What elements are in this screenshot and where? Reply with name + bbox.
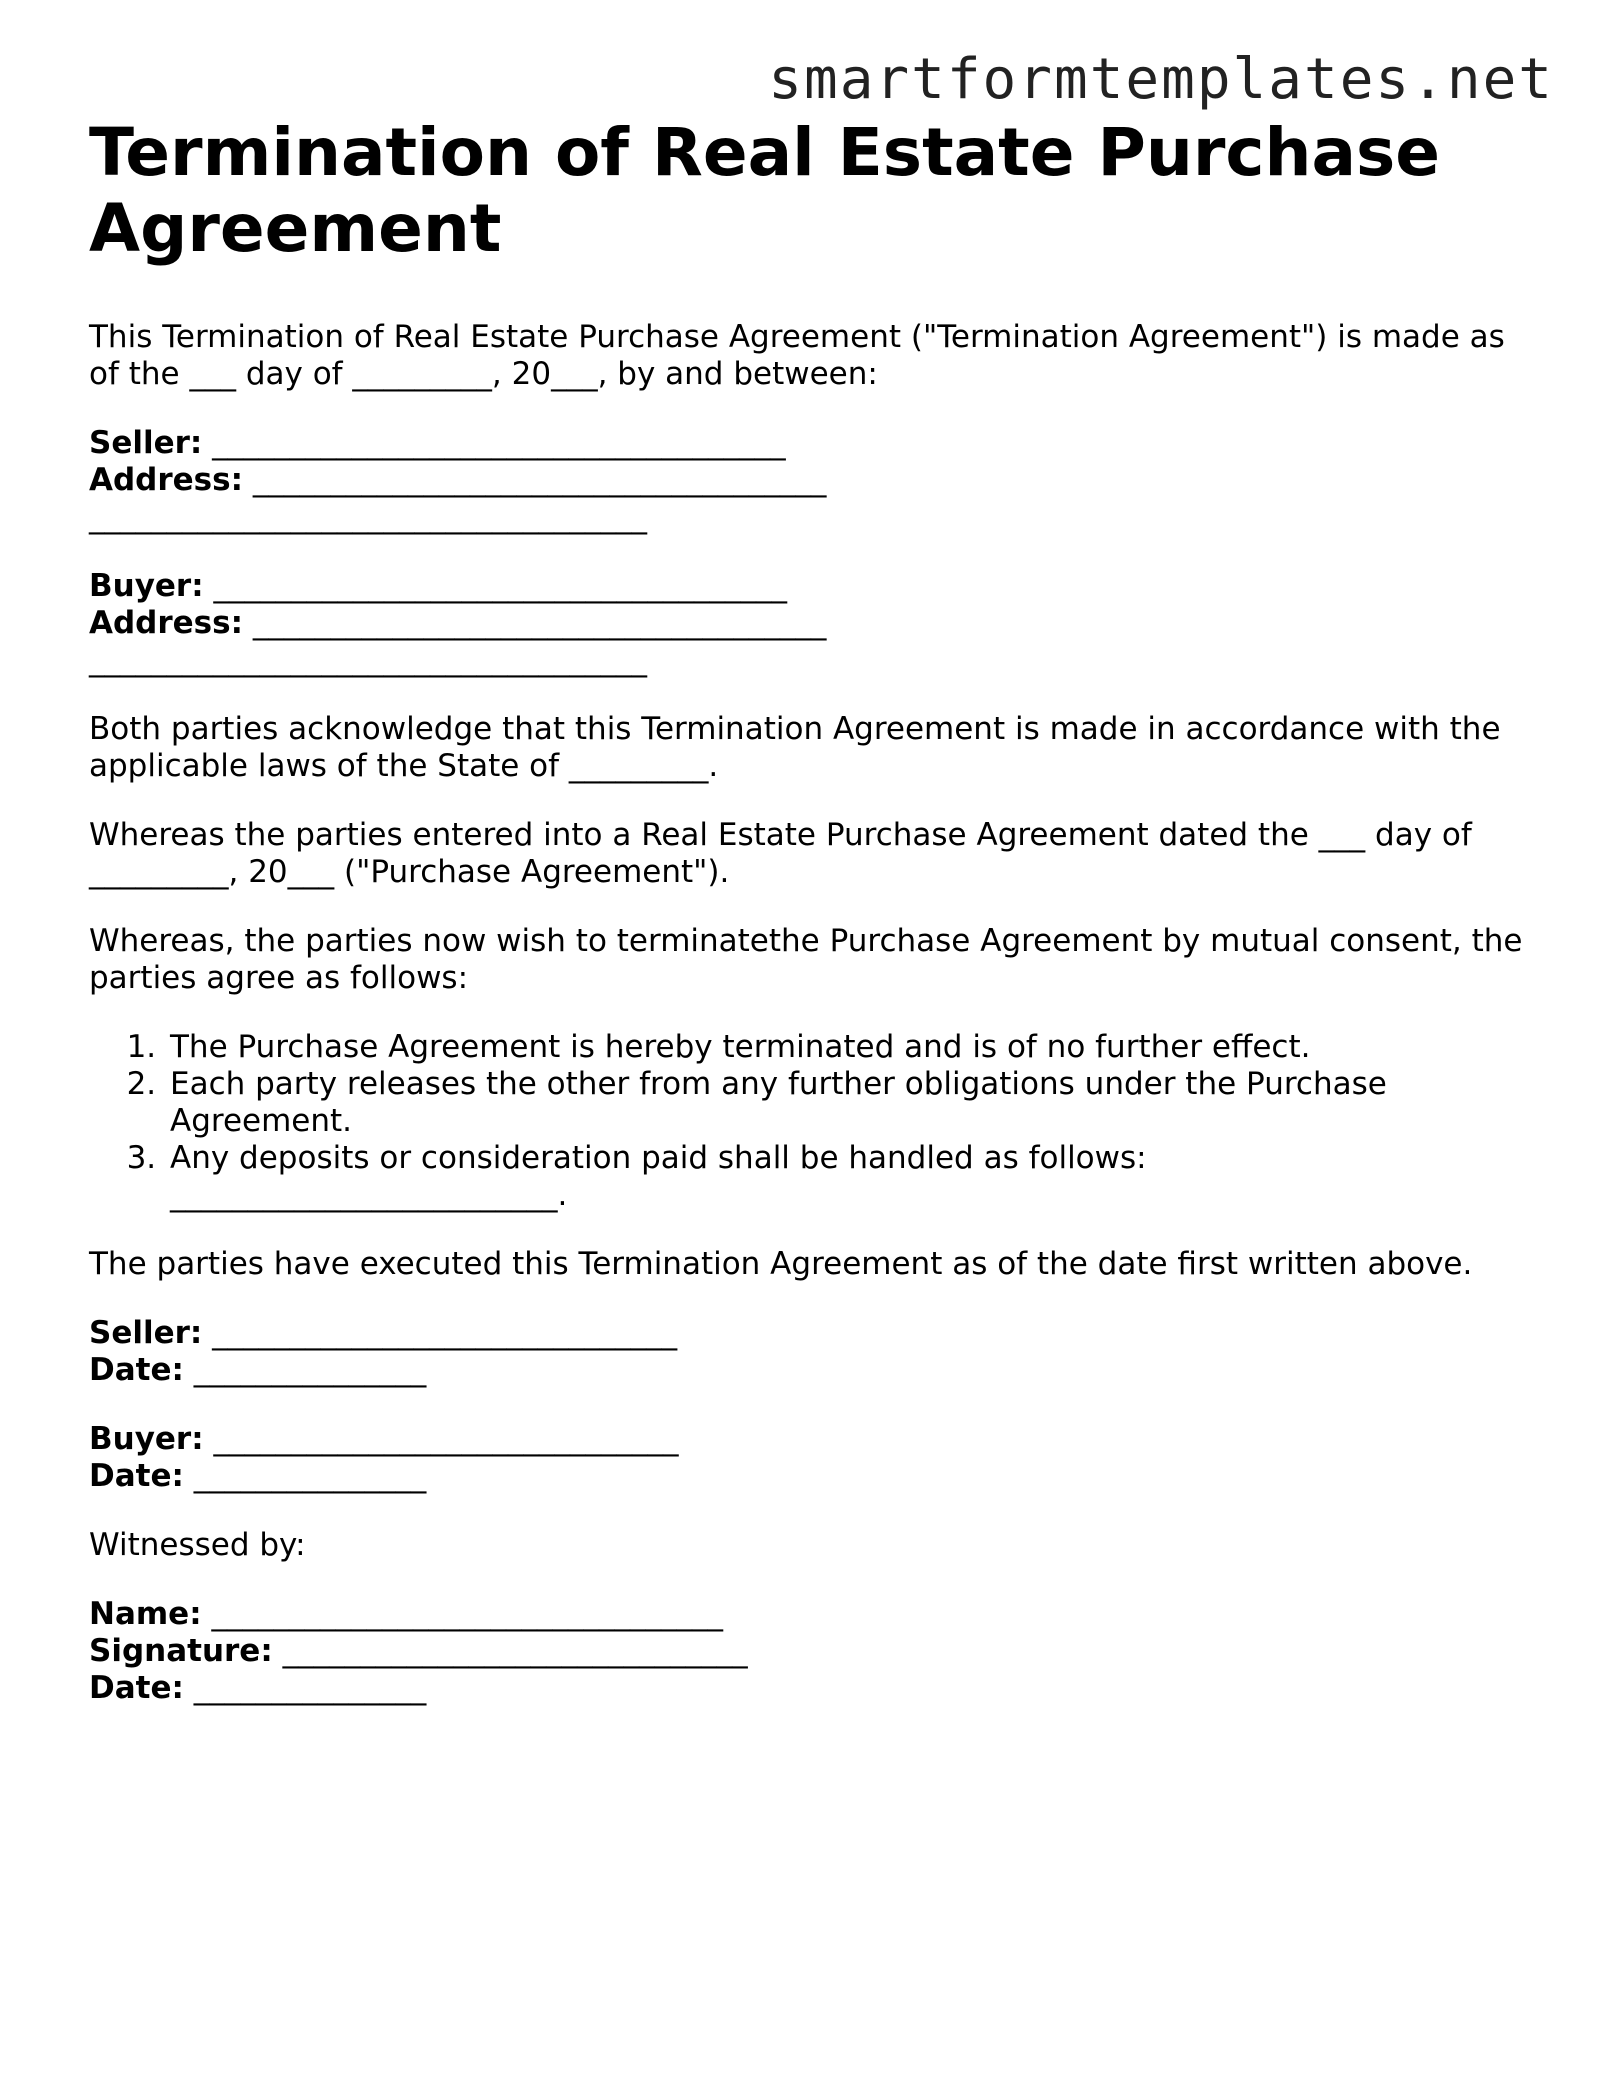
witness-date-line[interactable] — [89, 1670, 1529, 1707]
witness-block — [89, 1596, 1529, 1707]
buyer-date-blank[interactable]: _______________ — [183, 1458, 427, 1494]
buyer-name-blank[interactable]: _____________________________________ — [203, 568, 787, 604]
buyer-signature-block — [89, 1421, 1529, 1495]
document-body — [89, 115, 1529, 1739]
witness-signature-label: Signature: — [89, 1633, 273, 1669]
witness-date-blank[interactable]: _______________ — [183, 1670, 427, 1706]
seller-signature-block — [89, 1315, 1529, 1389]
buyer-sign-label: Buyer: — [89, 1421, 204, 1457]
seller-name-line[interactable] — [89, 425, 1529, 462]
term-item: 3. Any deposits or consideration paid shall be handled as follows: _________________________. — [166, 1140, 1529, 1214]
document-title: Termination of Real Estate Purchase Agreement — [89, 114, 1441, 267]
witness-date-label: Date: — [89, 1670, 184, 1706]
buyer-date-label: Date: — [89, 1458, 184, 1494]
executed-paragraph: The parties have executed this Termination Agreement as of the date first written above. — [89, 1246, 1473, 1282]
buyer-sign-blank[interactable]: ______________________________ — [203, 1421, 679, 1457]
watermark-text: smartformtemplates.net — [768, 47, 1554, 112]
seller-date-label: Date: — [89, 1352, 184, 1388]
buyer-name-line[interactable] — [89, 568, 1529, 605]
seller-label: Seller: — [89, 425, 203, 461]
buyer-address-line[interactable] — [89, 605, 1529, 642]
seller-address-line-2[interactable]: ____________________________________ — [89, 499, 647, 535]
buyer-info-block — [89, 568, 1529, 679]
seller-address-line[interactable] — [89, 462, 1529, 499]
witness-name-blank[interactable]: _________________________________ — [201, 1596, 723, 1632]
buyer-address-label: Address: — [89, 605, 243, 641]
buyer-address-blank[interactable]: _____________________________________ — [243, 605, 827, 641]
seller-info-block — [89, 425, 1529, 536]
seller-sign-label: Seller: — [89, 1315, 203, 1351]
witness-name-label: Name: — [89, 1596, 202, 1632]
whereas-paragraph-2: Whereas, the parties now wish to terminatethe Purchase Agreement by mutual consent, the parties agree as follows: — [89, 923, 1523, 996]
seller-date-line[interactable] — [89, 1352, 1529, 1389]
whereas-paragraph-1: Whereas the parties entered into a Real Estate Purchase Agreement dated the ___ day of _________, 20___ ("Purchase Agreement"). — [89, 817, 1472, 890]
seller-signature-line[interactable] — [89, 1315, 1529, 1352]
buyer-address-line-2[interactable]: ____________________________________ — [89, 642, 647, 678]
seller-address-blank[interactable]: _____________________________________ — [243, 462, 827, 498]
buyer-date-line[interactable] — [89, 1458, 1529, 1495]
witnessed-by-text: Witnessed by: — [89, 1527, 306, 1563]
seller-name-blank[interactable]: _____________________________________ — [202, 425, 786, 461]
seller-date-blank[interactable]: _______________ — [183, 1352, 427, 1388]
intro-paragraph: This Termination of Real Estate Purchase Agreement ("Termination Agreement") is made as of the ___ day of _________, 20___, by and between: — [89, 319, 1505, 392]
witness-name-line[interactable] — [89, 1596, 1529, 1633]
seller-sign-blank[interactable]: ______________________________ — [202, 1315, 678, 1351]
terms-list — [89, 1029, 1529, 1214]
term-item: 1. The Purchase Agreement is hereby terminated and is of no further effect. — [166, 1029, 1529, 1066]
witness-signature-line[interactable] — [89, 1633, 1529, 1670]
buyer-signature-line[interactable] — [89, 1421, 1529, 1458]
witness-signature-blank[interactable]: ______________________________ — [272, 1633, 748, 1669]
acknowledge-paragraph: Both parties acknowledge that this Termination Agreement is made in accordance with the applicable laws of the State of _________. — [89, 711, 1501, 784]
buyer-label: Buyer: — [89, 568, 204, 604]
seller-address-label: Address: — [89, 462, 243, 498]
term-item: 2. Each party releases the other from any further obligations under the Purchase Agreement. — [166, 1066, 1529, 1140]
